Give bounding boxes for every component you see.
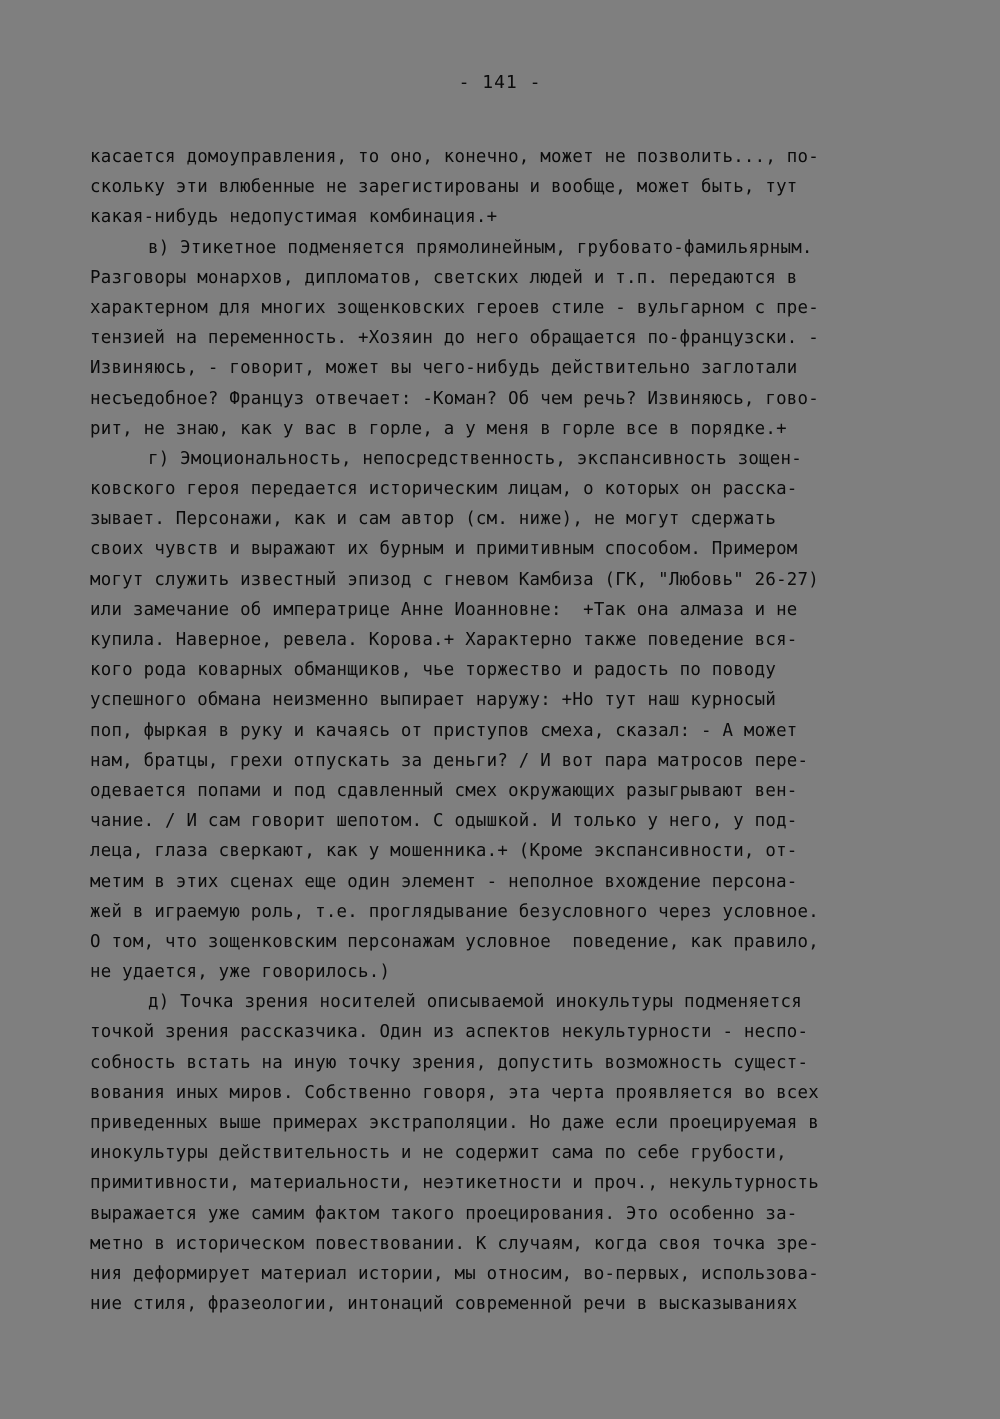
text-line: могут служить известный эпизод с гневом Камбиза (ГК, "Любовь" 26-27) (90, 569, 819, 590)
text-line: характерном для многих зощенковских героев стиле - вульгарном с пре- (90, 297, 819, 318)
text-line: выражается уже самим фактом такого проецирования. Это особенно за- (90, 1203, 798, 1224)
text-line: собность встать на иную точку зрения, допустить возможность сущест- (90, 1052, 809, 1073)
page-number: - 141 - (458, 72, 542, 93)
text-line: не удается, уже говорилось.) (90, 962, 391, 983)
text-line: какая-нибудь недопустимая комбинация.+ (90, 207, 498, 228)
text-line: зывает. Персонажи, как и сам автор (см. ниже), не могут сдержать (90, 509, 777, 530)
text-line: д) Точка зрения носителей описываемой инокультуры подменяется (148, 992, 802, 1013)
text-line: приведенных выше примерах экстраполяции. Но даже если проецируемая в (90, 1113, 819, 1133)
text-line: несъедобное? Француз отвечает: -Коман? Об чем речь? Извиняюсь, гово- (90, 388, 819, 409)
text-line: успешного обмана неизменно выпирает наружу: +Но тут наш курносый (90, 690, 777, 711)
text-line: чание. / И сам говорит шепотом. С одышкой. И только у него, у под- (90, 811, 798, 832)
text-line: жей в играемую роль, т.е. проглядывание безусловного через условное. (90, 901, 819, 922)
body-text (90, 142, 920, 1319)
text-line: г) Эмоциональность, непосредственность, экспансивность зощен- (148, 448, 802, 469)
text-line: примитивности, материальности, неэтикетности и проч., некультурность (90, 1173, 819, 1194)
text-line: поп, фыркая в руку и качаясь от приступов смеха, сказал: - А может (90, 720, 798, 741)
text-line: леца, глаза сверкают, как у мошенника.+ (Кроме экспансивности, от- (90, 841, 798, 862)
text-line: О том, что зощенковским персонажам условное поведение, как правило, (90, 931, 819, 952)
text-line: своих чувств и выражают их бурным и примитивным способом. Примером (90, 539, 798, 560)
text-line: точкой зрения рассказчика. Один из аспектов некультурности - неспо- (90, 1022, 809, 1043)
text-line: нам, братцы, грехи отпускать за деньги? / И вот пара матросов пере- (90, 750, 809, 771)
text-line: одевается попами и под сдавленный смех окружающих разыгрывают вен- (90, 780, 798, 801)
text-line: Извиняюсь, - говорит, может вы чего-нибудь действительно заглотали (90, 358, 798, 379)
text-line: касается домоуправления, то оно, конечно, может не позволить..., по- (90, 147, 819, 167)
text-line: ние стиля, фразеологии, интонаций современной речи в высказываниях (90, 1294, 798, 1315)
text-line: инокультуры действительность и не содержит сама по себе грубости, (90, 1143, 787, 1164)
text-line: вования иных миров. Собственно говоря, эта черта проявляется во всех (90, 1082, 819, 1103)
text-line: ковского героя передается историческим лицам, о которых он расска- (90, 479, 798, 500)
text-line: метим в этих сценах еще один элемент - неполное вхождение персона- (90, 871, 798, 892)
text-line: или замечание об императрице Анне Иоанновне: +Так она алмаза и не (90, 599, 798, 620)
text-line: рит, не знаю, как у вас в горле, а у меня в горле все в порядке.+ (90, 418, 787, 439)
text-line: купила. Наверное, ревела. Корова.+ Характерно также поведение вся- (90, 630, 798, 650)
text-line: в) Этикетное подменяется прямолинейным, грубовато-фамильярным. (148, 237, 813, 258)
text-line: метно в историческом повествовании. К случаям, когда своя точка зре- (90, 1233, 819, 1254)
text-line: Разговоры монархов, дипломатов, светских людей и т.п. передаются в (90, 267, 798, 288)
text-line: скольку эти влюбенные не зарегистированы и вообще, может быть, тут (90, 177, 798, 198)
text-line: кого рода коварных обманщиков, чье торжество и радость по поводу (90, 660, 777, 681)
text-line: ния деформирует материал истории, мы относим, во-первых, использова- (90, 1263, 819, 1284)
text-line: тензией на переменность. +Хозяин до него обращается по-французски. - (90, 328, 819, 349)
